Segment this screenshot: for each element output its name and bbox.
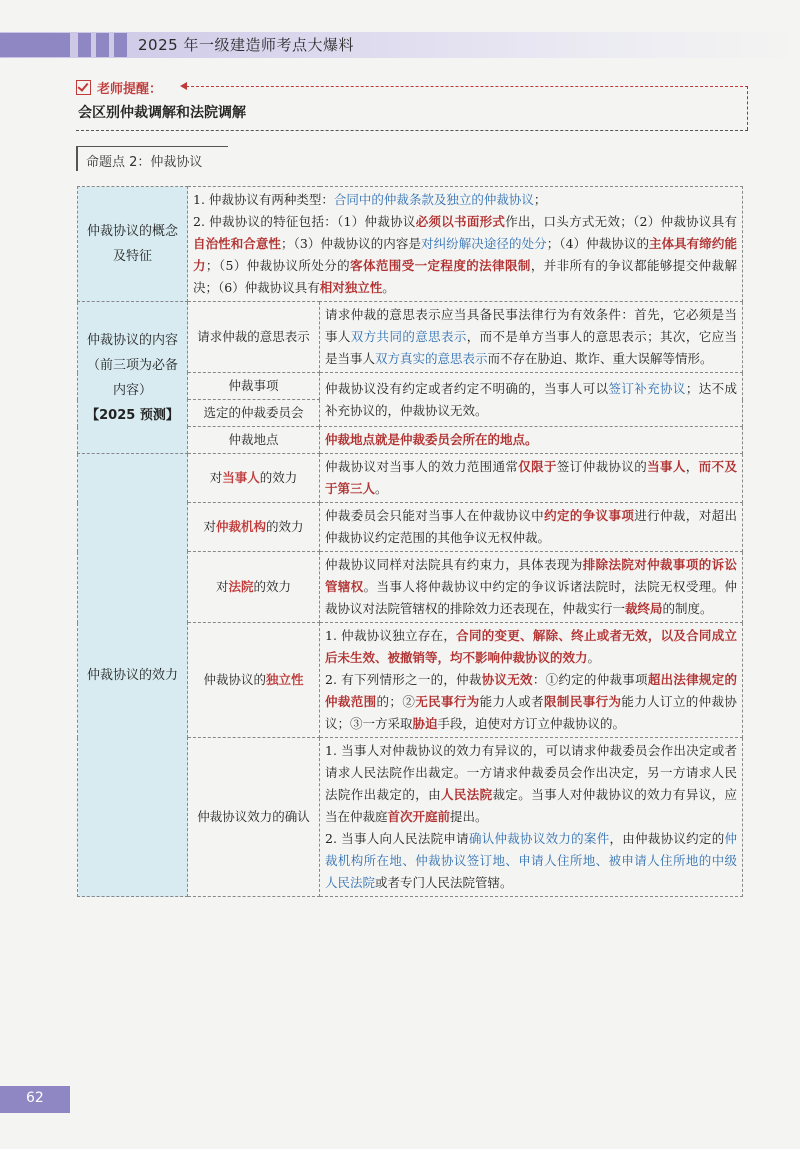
header-title: 2025 年一级建造师考点大爆料 [138,36,354,54]
arbitration-table [77,186,743,897]
sub-head: 仲裁协议的独立性 [188,623,320,738]
sub-head: 选定的仲裁委员会 [188,400,320,427]
tip-label: 老师提醒： [97,82,163,97]
sub-head: 仲裁事项 [188,373,320,400]
sub-head: 对仲裁机构的效力 [188,503,320,552]
content-cell: 仲裁协议没有约定或者约定不明确的，当事人可以签订补充协议；达不成补充协议的，仲裁协议无效。 [320,373,743,427]
header-bar [78,33,91,57]
arrow-left-icon [186,86,748,87]
content-cell: 1. 当事人对仲裁协议的效力有异议的，可以请求仲裁委员会作出决定或者请求人民法院作出裁定。一方请求仲裁委员会作出决定，另一方请求人民法院作出裁定的，由人民法院裁定。当事人对仲裁协议的效力有异议，应当在仲裁庭首次开庭前提出。 2. 当事人向人民法院申请确认仲裁协议效力的案件，由仲裁协议约定的仲裁机构所在地、仲裁协议签订地、申请人住所地、被申请人住所地的中级人民法院或者专门人民法院管辖。 [320,738,743,897]
content-cell: 请求仲裁的意思表示应当具备民事法律行为有效条件：首先，它必须是当事人双方共同的意思表示，而不是单方当事人的意思表示；其次，它应当是当事人双方真实的意思表示而不存在胁迫、欺诈、重大误解等情形。 [320,302,743,373]
content-cell: 仲裁协议对当事人的效力范围通常仅限于签订仲裁协议的当事人，而不及于第三人。 [320,454,743,503]
row-head: 仲裁协议的效力 [78,454,188,897]
sub-head: 对法院的效力 [188,552,320,623]
teacher-tip [76,78,162,97]
divider [747,86,748,130]
row-head: 仲裁协议的概念及特征 [78,187,188,302]
checkbox-icon [76,80,91,95]
header-bar [114,33,127,57]
sub-head: 对当事人的效力 [188,454,320,503]
header-bar [96,33,109,57]
table-row [78,187,743,302]
sub-head: 仲裁地点 [188,427,320,454]
tip-text: 会区别仲裁调解和法院调解 [78,105,246,121]
content-cell: 1. 仲裁协议独立存在，合同的变更、解除、终止或者无效，以及合同成立后未生效、被撤销等，均不影响仲裁协议的效力。 2. 有下列情形之一的，仲裁协议无效：①约定的仲裁事项超出法律规定的仲裁范围的；②无民事行为能力人或者限制民事行为能力人订立的仲裁协议；③一方采取胁迫手段，迫使对方订立仲裁协议的。 [320,623,743,738]
concept-cell: 1. 仲裁协议有两种类型：合同中的仲裁条款及独立的仲裁协议； 2. 仲裁协议的特征包括：（1）仲裁协议必须以书面形式作出，口头方式无效；（2）仲裁协议具有自治性和合意性；（3）仲裁协议的内容是对纠纷解决途径的处分；（4）仲裁协议的主体具有缔约能力；（5）仲裁协议所处分的客体范围受一定程度的法律限制，并非所有的争议都能够提交仲裁解决；（6）仲裁协议具有相对独立性。 [188,187,743,302]
table-row [78,454,743,503]
sub-head: 仲裁协议效力的确认 [188,738,320,897]
table-row [78,302,743,373]
sub-head: 请求仲裁的意思表示 [188,302,320,373]
page-number: 62 [26,1090,44,1106]
content-cell: 仲裁协议同样对法院具有约束力，具体表现为排除法院对仲裁事项的诉讼管辖权。当事人将仲裁协议中约定的争议诉诸法院时，法院无权受理。仲裁协议对法院管辖权的排除效力还表现在，仲裁实行一裁终局的制度。 [320,552,743,623]
content-cell: 仲裁地点就是仲裁委员会所在的地点。 [320,427,743,454]
divider [76,130,748,131]
header-bar [0,33,70,57]
topic-title: 命题点 2：仲裁协议 [86,155,203,170]
row-head: 仲裁协议的内容（前三项为必备内容） 【2025 预测】 [78,302,188,454]
content-cell: 仲裁委员会只能对当事人在仲裁协议中约定的争议事项进行仲裁，对超出仲裁协议约定范围的其他争议无权仲裁。 [320,503,743,552]
